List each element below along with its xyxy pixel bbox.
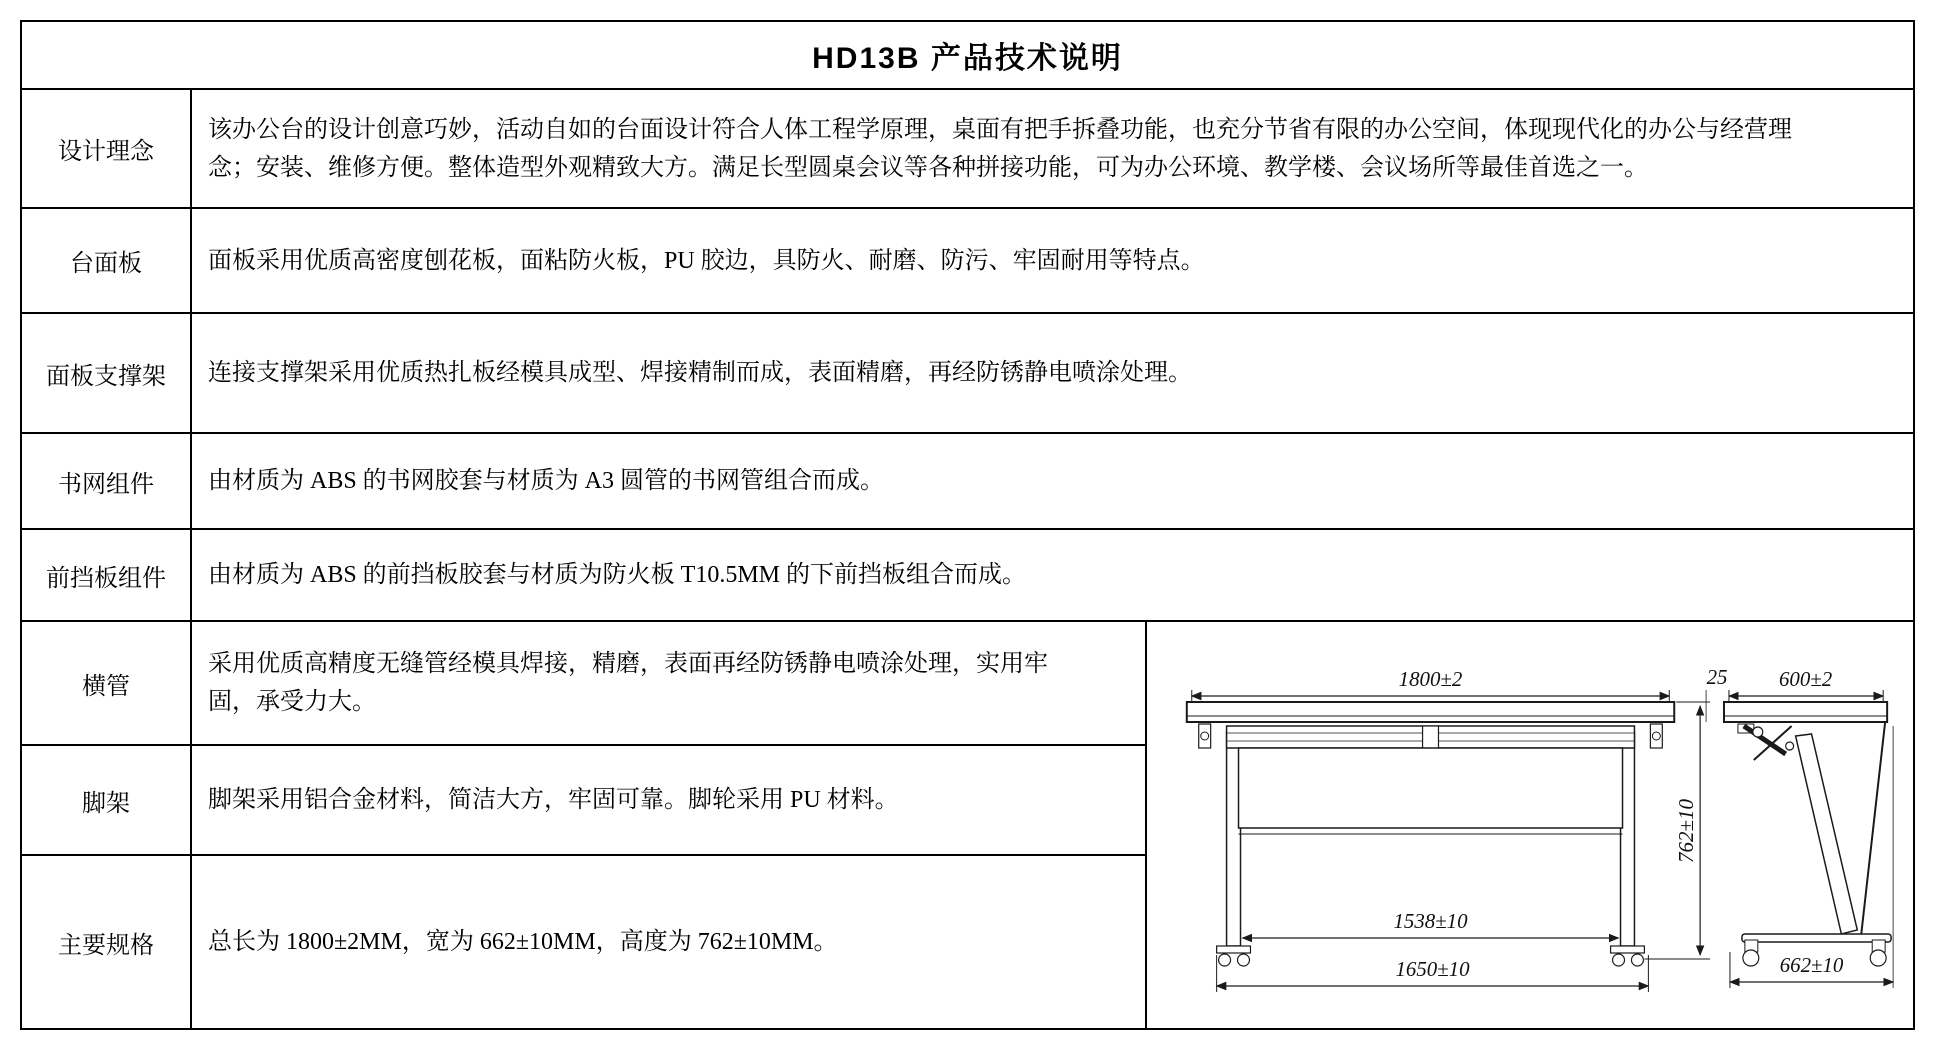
- dim-side-depth-label: 662±10: [1779, 952, 1844, 978]
- page-title: HD13B 产品技术说明: [812, 42, 1123, 75]
- row-description: 总长为 1800±2MM，宽为 662±10MM，高度为 762±10MM。: [208, 929, 838, 955]
- spec-row-book-net: [22, 434, 1913, 530]
- spec-row-design-concept: [22, 90, 1913, 209]
- spec-row-foot-frame: [22, 746, 1145, 856]
- dimension-inner-width: [1243, 909, 1619, 938]
- side-front-caster: [1743, 940, 1759, 966]
- row-description-cell: [192, 746, 1145, 854]
- dimension-outer-width: [1217, 955, 1649, 992]
- row-label: 横管: [22, 622, 192, 744]
- side-base-bar: [1742, 934, 1891, 942]
- side-rear-caster: [1870, 940, 1886, 966]
- dim-inner-width-label: 1538±10: [1393, 908, 1468, 934]
- row-description-cell: [192, 622, 1145, 744]
- row-description-cell: [192, 530, 1913, 620]
- spec-row-tabletop-panel: [22, 209, 1913, 314]
- dim-front-width-label: 1800±2: [1398, 666, 1463, 692]
- row-description: 采用优质高精度无缝管经模具焊接，精磨，表面再经防锈静电喷涂处理，实用牢固，承受力大。: [208, 651, 1048, 715]
- spec-row-main-specs: [22, 856, 1145, 1028]
- bottom-section: [22, 622, 1913, 1028]
- row-description: 由材质为 ABS 的书网胶套与材质为 A3 圆管的书网管组合而成。: [208, 468, 885, 494]
- spec-row-panel-support: [22, 314, 1913, 434]
- technical-drawing: [1147, 622, 1913, 1028]
- dim-height-label: 762±10: [1674, 798, 1699, 864]
- front-baffle-panel: [1239, 748, 1623, 828]
- row-label: 台面板: [22, 209, 192, 312]
- row-label: 设计理念: [22, 90, 192, 207]
- row-description: 该办公台的设计创意巧妙，活动自如的台面设计符合人体工程学原理，桌面有把手拆叠功能，也充分节省有限的办公空间，体现现代化的办公与经营理念；安装、维修方便。整体造型外观精致大方。满足长型圆桌会议等各种拼接功能，可为办公环境、教学楼、会议场所等最佳首选之一。: [208, 116, 1792, 181]
- technical-drawing-svg: [1147, 622, 1913, 1028]
- side-view: [1724, 667, 1893, 988]
- dimension-front-width: [1192, 667, 1670, 706]
- dim-top-gap-label: 25: [1706, 664, 1728, 690]
- row-label: 脚架: [22, 746, 192, 854]
- front-right-hinge: [1650, 724, 1662, 748]
- row-description-cell: [192, 90, 1913, 207]
- front-view: [1187, 665, 1729, 992]
- bottom-left-rows: [22, 622, 1147, 1028]
- row-label: 书网组件: [22, 434, 192, 528]
- row-description: 脚架采用铝合金材料，简洁大方，牢固可靠。脚轮采用 PU 材料。: [208, 787, 899, 813]
- row-label: 前挡板组件: [22, 530, 192, 620]
- side-tabletop: [1724, 702, 1887, 722]
- row-description-cell: [192, 856, 1145, 1028]
- row-description-cell: [192, 434, 1913, 528]
- row-description: 面板采用优质高密度刨花板，面粘防火板，PU 胶边，具防火、耐磨、防污、牢固耐用等特点。: [208, 247, 1205, 274]
- row-description-cell: [192, 314, 1913, 432]
- row-label: 主要规格: [22, 856, 192, 1028]
- side-rear-leg: [1861, 722, 1885, 934]
- row-label: 面板支撑架: [22, 314, 192, 432]
- row-description: 由材质为 ABS 的前挡板胶套与材质为防火板 T10.5MM 的下前挡板组合而成。: [208, 562, 1027, 588]
- row-description: 连接支撑架采用优质热扎板经模具成型、焊接精制而成，表面精磨，再经防锈静电喷涂处理。: [208, 360, 1192, 386]
- side-front-leg: [1796, 734, 1858, 934]
- front-right-caster: [1611, 946, 1645, 966]
- dim-side-width-label: 600±2: [1778, 666, 1833, 692]
- front-left-caster: [1217, 946, 1251, 966]
- spec-row-cross-tube: [22, 622, 1145, 746]
- front-tabletop: [1187, 702, 1674, 722]
- spec-table: [20, 20, 1915, 1030]
- title-row: [22, 22, 1913, 90]
- front-left-hinge: [1199, 724, 1211, 748]
- dim-outer-width-label: 1650±10: [1395, 956, 1470, 982]
- dimension-side-width: [1729, 667, 1883, 706]
- folding-linkage: [1738, 724, 1794, 760]
- row-description-cell: [192, 209, 1913, 312]
- spec-row-front-baffle: [22, 530, 1913, 622]
